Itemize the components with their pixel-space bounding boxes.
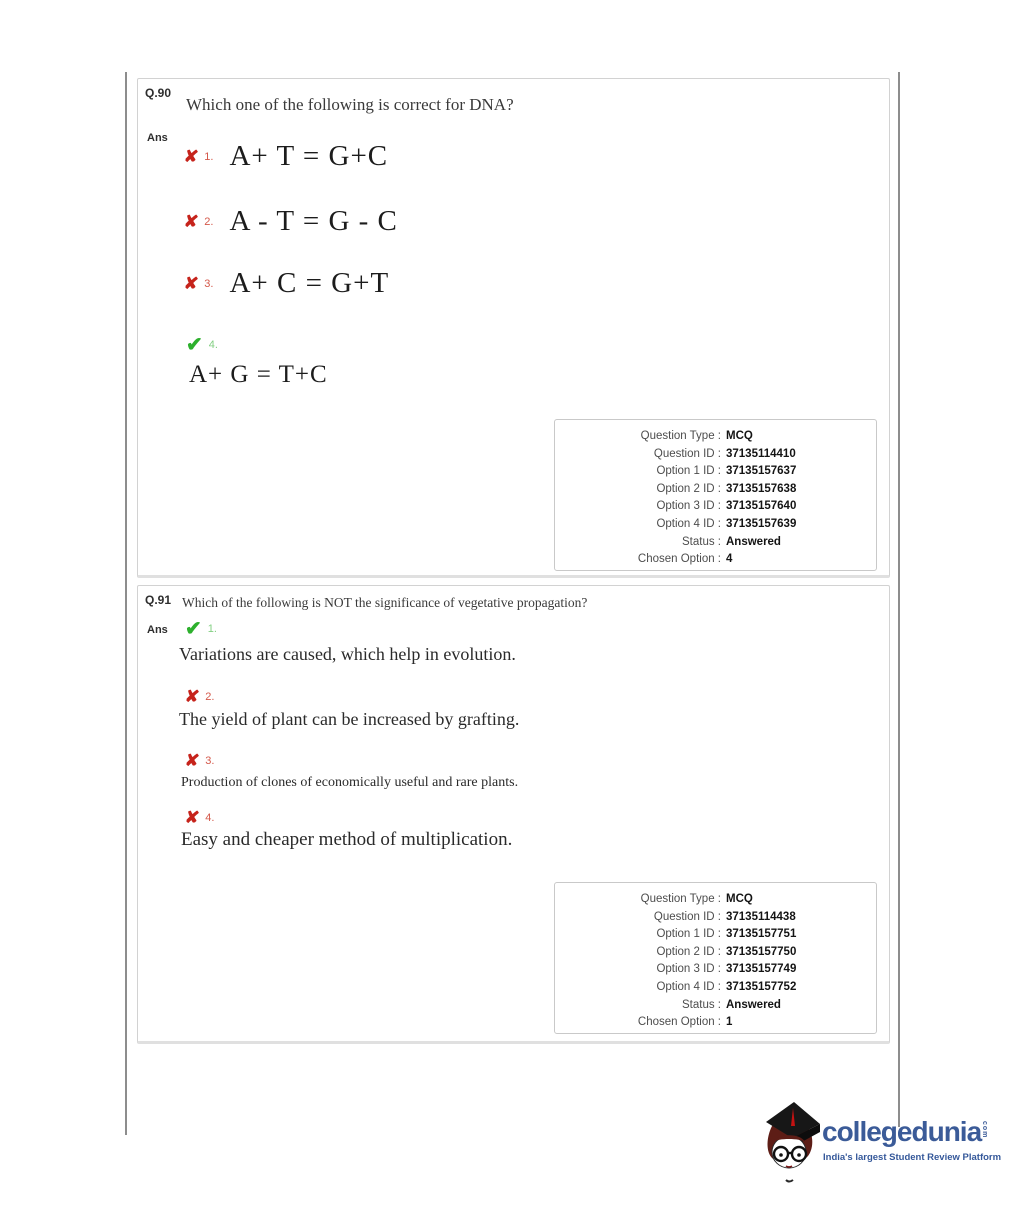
check-icon: ✔: [186, 334, 203, 356]
meta-value: 1: [726, 1016, 733, 1029]
collegedunia-logo: [758, 1096, 1008, 1191]
meta-label: Option 2 ID :: [656, 482, 721, 495]
option-row: [185, 809, 214, 826]
option-text: A - T = G - C: [229, 205, 398, 237]
question-meta-box: [554, 882, 877, 1034]
option-number: 1.: [204, 150, 214, 163]
option-text: A+ T = G+C: [229, 140, 389, 172]
meta-label: Chosen Option :: [637, 1016, 721, 1029]
brand-tagline: India's largest Student Review Platform: [823, 1152, 1002, 1163]
meta-label: Option 4 ID :: [656, 980, 721, 993]
option-number: 3.: [204, 277, 214, 290]
cross-icon: ✘: [184, 807, 201, 828]
page-right-rule: [898, 72, 900, 1127]
cross-icon: ✘: [183, 211, 200, 232]
meta-label: Question Type :: [640, 893, 721, 905]
cross-icon: ✘: [184, 750, 201, 771]
option-number: 2.: [205, 690, 215, 703]
option-text: The yield of plant can be increased by grafting.: [179, 709, 520, 729]
meta-label: Option 1 ID :: [656, 465, 721, 478]
answer-label: Ans: [147, 132, 168, 144]
meta-label: Status :: [682, 535, 721, 548]
meta-label: Status :: [682, 998, 721, 1011]
option-number: 1.: [207, 623, 217, 635]
meta-label: Option 3 ID :: [656, 500, 721, 513]
meta-value: 37135157638: [726, 482, 797, 495]
option-row: [185, 619, 217, 639]
meta-value: 37135157640: [726, 500, 797, 513]
meta-label: Chosen Option :: [637, 553, 721, 566]
question-text: Which one of the following is correct for DNA?: [186, 95, 514, 114]
option-number: 2.: [204, 215, 214, 228]
meta-value: Answered: [726, 535, 781, 548]
option-row: [185, 752, 214, 769]
answer-label: Ans: [147, 624, 168, 636]
meta-label: Question ID :: [653, 447, 721, 460]
meta-label: Question ID :: [653, 910, 721, 923]
option-row: [184, 140, 388, 173]
option-number: 4.: [208, 339, 218, 351]
brand-tld: com: [981, 1121, 989, 1139]
option-number: 3.: [205, 754, 215, 767]
meta-label: Question Type :: [640, 430, 721, 442]
meta-value: 37135157637: [726, 465, 797, 478]
question-card-91: [137, 585, 890, 1044]
cross-icon: ✘: [184, 686, 201, 707]
question-meta-box: [554, 419, 877, 571]
option-text: Production of clones of economically useful and rare plants.: [181, 775, 519, 790]
mascot-icon: [758, 1096, 826, 1188]
meta-label: Option 2 ID :: [656, 945, 721, 958]
page-left-rule: [125, 72, 127, 1135]
option-text: A+ C = G+T: [229, 267, 390, 299]
meta-label: Option 4 ID :: [656, 517, 721, 530]
option-row: [186, 335, 218, 355]
question-number: Q.90: [145, 86, 172, 100]
meta-value: 37135157752: [726, 980, 797, 993]
meta-value: 37135157750: [726, 945, 797, 958]
meta-value: Answered: [726, 998, 781, 1011]
option-text: Variations are caused, which help in evolution.: [179, 644, 516, 664]
check-icon: ✔: [185, 618, 202, 640]
meta-value: MCQ: [726, 430, 753, 442]
meta-value: MCQ: [726, 893, 753, 905]
question-number: Q.91: [145, 593, 172, 607]
meta-value: 4: [726, 553, 733, 566]
question-text: Which of the following is NOT the significance of vegetative propagation?: [182, 595, 588, 610]
option-row: [184, 267, 389, 300]
question-card-90: [137, 78, 890, 578]
meta-value: 37135157751: [726, 928, 797, 941]
meta-value: 37135114410: [726, 447, 796, 460]
option-row: [185, 688, 214, 705]
meta-value: 37135157749: [726, 963, 797, 976]
meta-label: Option 3 ID :: [656, 963, 721, 976]
meta-label: Option 1 ID :: [656, 928, 721, 941]
meta-value: 37135157639: [726, 517, 797, 530]
cross-icon: ✘: [183, 146, 200, 167]
meta-value: 37135114438: [726, 910, 796, 923]
option-text: A+ G = T+C: [189, 361, 328, 388]
option-row: [184, 205, 398, 238]
cross-icon: ✘: [183, 273, 200, 294]
option-number: 4.: [205, 811, 215, 824]
brand-name: collegedunia: [822, 1116, 982, 1147]
option-text: Easy and cheaper method of multiplication.: [181, 829, 513, 850]
